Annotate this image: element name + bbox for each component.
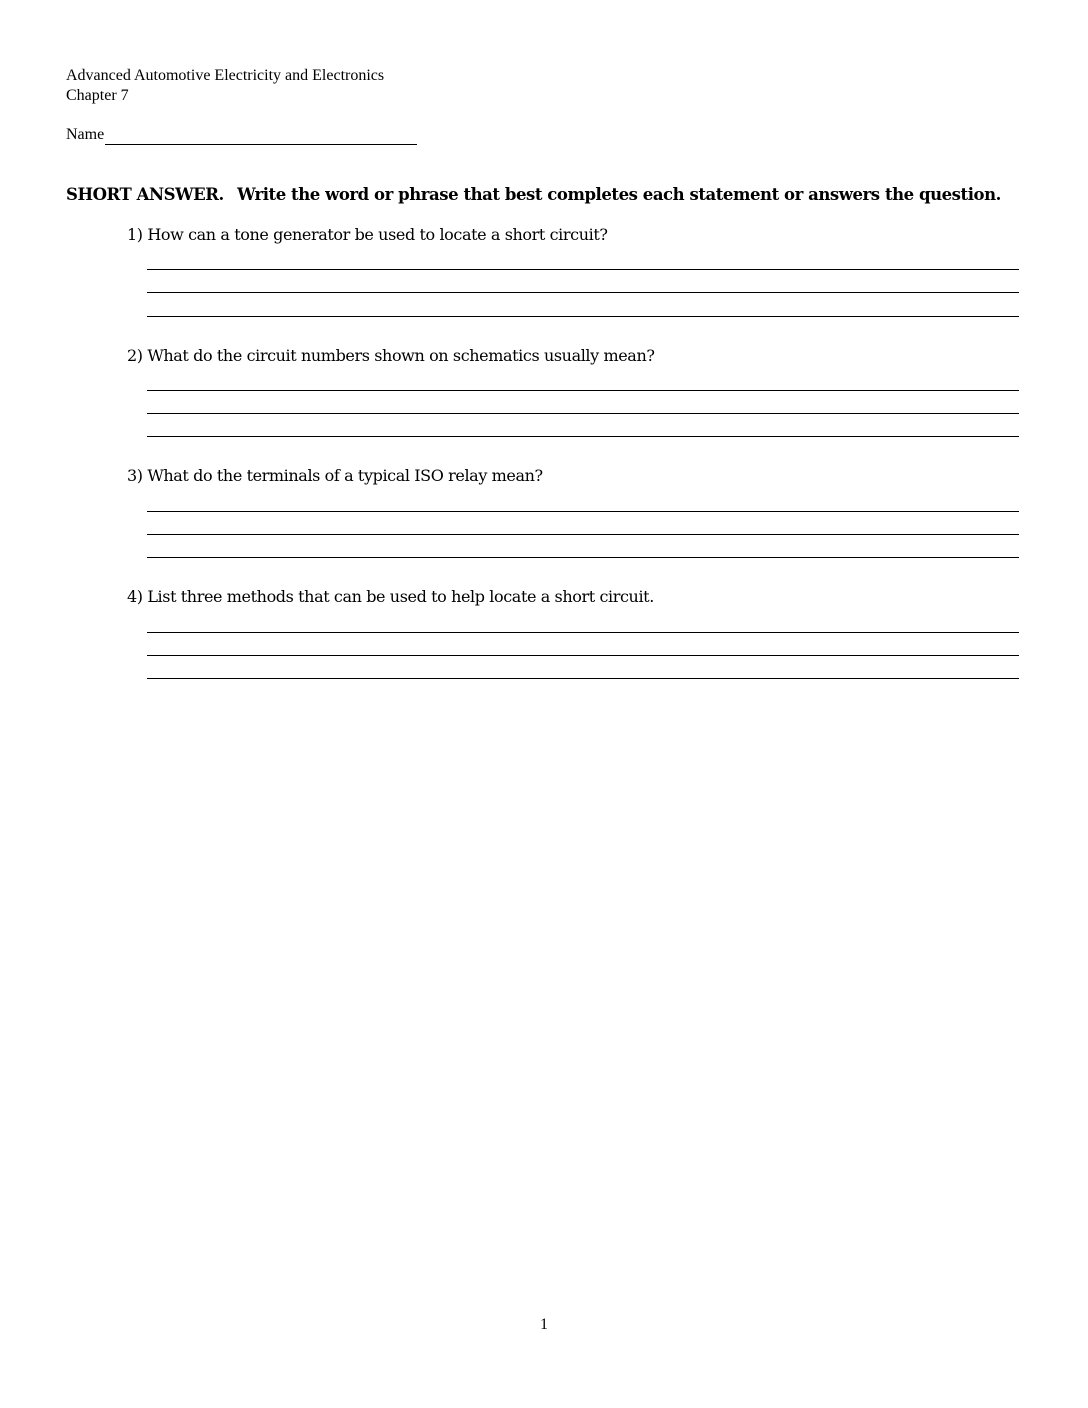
question-number: 4): [127, 587, 143, 606]
question-text: [127, 346, 1019, 366]
answer-line[interactable]: [147, 436, 1019, 437]
answer-line[interactable]: [147, 292, 1019, 293]
question-number: 2): [127, 346, 143, 365]
question-text: [127, 225, 1019, 245]
name-field-row: [66, 124, 417, 145]
answer-line[interactable]: [147, 316, 1019, 317]
question-number: 1): [127, 225, 143, 244]
question-number: 3): [127, 466, 143, 485]
answer-line[interactable]: [147, 269, 1019, 270]
page-number: 1: [540, 1316, 548, 1333]
question-text: [127, 587, 1019, 607]
section-label: SHORT ANSWER.: [66, 185, 224, 204]
answer-line[interactable]: [147, 557, 1019, 558]
course-title: Advanced Automotive Electricity and Electronics: [66, 67, 385, 84]
question-3: [127, 466, 1019, 486]
instructions-text: Write the word or phrase that best completes each statement or answers the question.: [237, 185, 1001, 204]
section-instructions: [66, 185, 1001, 205]
question-prompt: What do the circuit numbers shown on schematics usually mean?: [147, 346, 655, 365]
question-prompt: List three methods that can be used to help locate a short circuit.: [147, 587, 654, 606]
answer-line[interactable]: [147, 534, 1019, 535]
question-2: [127, 346, 1019, 366]
answer-line[interactable]: [147, 413, 1019, 414]
name-blank-line[interactable]: [105, 124, 417, 145]
question-prompt: How can a tone generator be used to locate a short circuit?: [147, 225, 608, 244]
answer-line[interactable]: [147, 655, 1019, 656]
answer-line[interactable]: [147, 511, 1019, 512]
question-1: [127, 225, 1019, 245]
question-4: [127, 587, 1019, 607]
name-label: Name: [66, 126, 105, 143]
question-prompt: What do the terminals of a typical ISO relay mean?: [147, 466, 543, 485]
question-text: [127, 466, 1019, 486]
answer-line[interactable]: [147, 632, 1019, 633]
answer-line[interactable]: [147, 678, 1019, 679]
chapter-label: Chapter 7: [66, 87, 129, 104]
answer-line[interactable]: [147, 390, 1019, 391]
